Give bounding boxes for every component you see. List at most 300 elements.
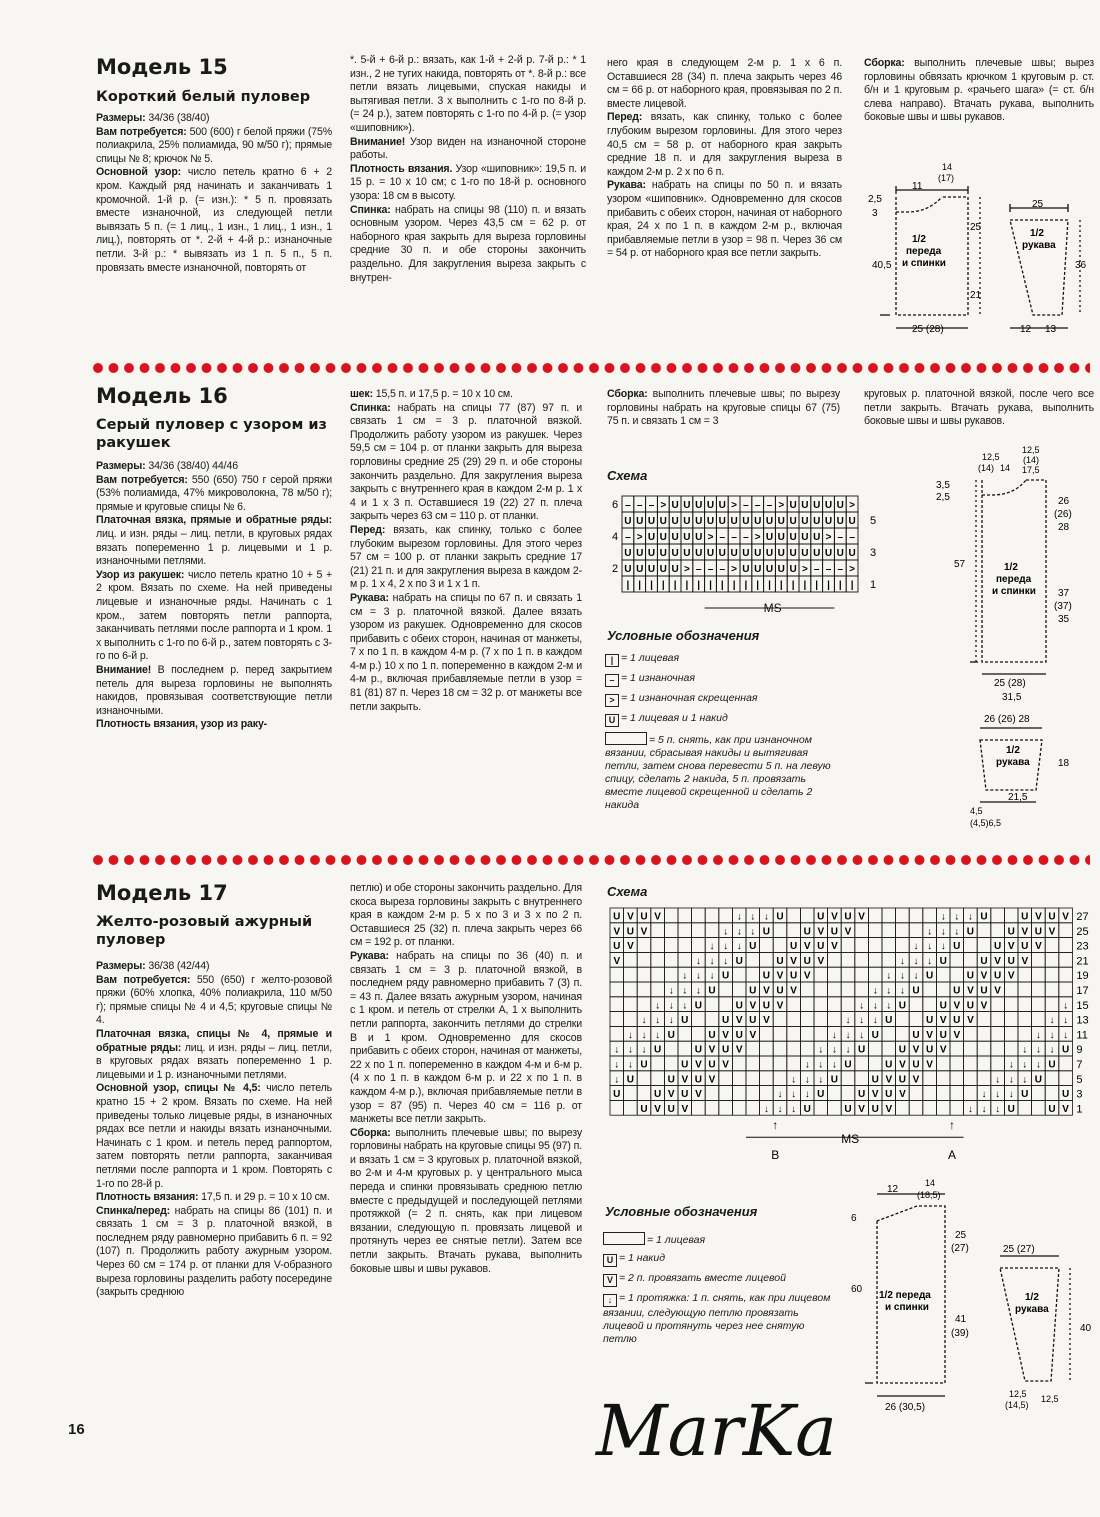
chart-symbol: | xyxy=(827,580,830,591)
chart-symbol: ↓ xyxy=(913,941,919,953)
chart-cell xyxy=(705,1012,719,1027)
chart-cell xyxy=(1018,997,1032,1012)
chart-cell xyxy=(624,1086,638,1101)
chart-symbol: U xyxy=(966,1000,975,1012)
chart-cell xyxy=(1059,967,1073,982)
chart-symbol: U xyxy=(844,1103,852,1115)
chart-symbol: U xyxy=(813,532,821,543)
m17-sl-top: 25 (27) xyxy=(1003,1244,1035,1255)
chart-symbol: U xyxy=(762,970,771,982)
chart-cell xyxy=(651,1056,665,1071)
chart-cell xyxy=(991,997,1005,1012)
chart-cell xyxy=(732,1056,746,1071)
chart-cell xyxy=(936,1086,950,1101)
paragraph-lead: Внимание! xyxy=(350,135,406,148)
chart-cell xyxy=(964,1086,978,1101)
chart-cell xyxy=(637,997,651,1012)
chart-symbol: U xyxy=(640,1103,648,1115)
m16-sl-top: 26 (26) 28 xyxy=(984,714,1030,725)
chart-symbol: U xyxy=(801,548,809,559)
paragraph xyxy=(96,1205,332,1300)
chart-symbol: U xyxy=(789,970,798,982)
paragraph-text: 34/36 (38/40) 44/46 xyxy=(145,460,238,472)
m17-sl-b2: (14,5) xyxy=(1005,1400,1029,1410)
chart-symbol: V xyxy=(831,941,838,953)
paragraph-text: 36/38 (42/44) xyxy=(145,960,210,972)
chart-symbol: | xyxy=(626,580,630,591)
model-17-col-2 xyxy=(350,882,582,1276)
chart-symbol: V xyxy=(776,970,784,982)
chart-cell xyxy=(977,1071,991,1086)
chart-symbol: U xyxy=(980,985,988,997)
paragraph-text: набрать на спицы по 67 п. и связать 1 см = 3 р. платочной вязкой. Далее вязать узором из ракушек. Одновременно для скосов прибавить с обеих сторон, начиная от манжеты, 7 х по 1 п. в каждом 4-м р. (7 х по 1 п. в каждом 4-м р.) 10 х по 1 п. попеременно в каждом 2-м и 4-м р., включая прибавляемые петли в узор = 81 (81) 87 п. Через 18 см = 32 р. от манжеты все петли закрыть. xyxy=(350,591,582,713)
chart-symbol: U xyxy=(1007,955,1015,967)
model-15-col-2 xyxy=(350,54,586,285)
chart-symbol: ↓ xyxy=(668,985,674,997)
chart-symbol: U xyxy=(681,1059,689,1071)
chart-symbol: ↓ xyxy=(655,1015,661,1027)
m16-r37b: (37) xyxy=(1054,601,1072,612)
legend-symbol: ↓ xyxy=(603,1294,617,1307)
paragraph xyxy=(96,460,332,474)
chart-symbol: U xyxy=(912,985,920,997)
chart-symbol: V xyxy=(844,926,852,938)
chart-symbol: ↓ xyxy=(831,1029,837,1041)
chart-symbol: ↓ xyxy=(981,1089,987,1101)
chart-cell xyxy=(719,982,733,997)
chart-cell xyxy=(692,908,706,923)
chart-symbol: | xyxy=(732,580,736,591)
chart-symbol: U xyxy=(966,970,975,982)
chart-symbol: U xyxy=(993,941,1002,953)
chart-cell xyxy=(964,1071,978,1086)
chart-symbol: U xyxy=(708,1029,716,1041)
chart-symbol: U xyxy=(749,985,757,997)
m15-d17: (17) xyxy=(938,173,955,183)
m16-sl-2: рукава xyxy=(996,757,1030,768)
legend-text: = 1 изнаночная xyxy=(621,672,695,684)
legend-text: = 5 п. снять, как при изнаночном вязании, сбрасывая накиды и вытягивая петли, затем снова перевести 5 п. на левую спицу, сделать 2 накида, 5 п. провязать вместе лицевой скрещенной и сделать 2 накида xyxy=(605,734,831,811)
chart-symbol: V xyxy=(885,1074,893,1086)
paragraph-text: Узор виден на изнаночной стороне работы. xyxy=(350,135,586,162)
chart-cell xyxy=(923,908,937,923)
chart-symbol: U xyxy=(1034,1074,1043,1086)
chart-symbol: ↓ xyxy=(614,1059,620,1071)
chart-symbol: U xyxy=(813,548,821,559)
chart-cell xyxy=(624,952,638,967)
m16-bottom1: 25 (28) xyxy=(994,678,1026,689)
chart-symbol: U xyxy=(730,516,738,527)
paragraph-lead: Размеры: xyxy=(96,112,146,124)
model-15-col-1 xyxy=(96,112,332,275)
chart-cell xyxy=(732,1086,746,1101)
chart-symbol: U xyxy=(776,955,784,967)
chart-cell xyxy=(814,997,828,1012)
paragraph-text: петлю) и обе стороны закончить раздельно. Для скоса выреза горловины закрыть с внутреннего края в каждом 2-м р. 5 х по 3 и 3 х по 2 п. Оставшиеся 25 (32) п. плеча закрыть через 66 см = 192 р. от планки. xyxy=(350,882,582,949)
paragraph-text: набрать на спицы по 36 (40) п. и связать 1 см = 3 р. платочной вязкой, в последнем ряду равномерно прибавить 7 (3) п. = 43 п. Далее вязать ажурным узором, начиная с 1 кром. и петель от стрелки А, 1 х выполнить петли раппорта, закончить петлями до стрелки В и 1 кром. Одновременно для скосов прибавить с обеих сторон, начиная от манжеты, 22 х по 1 п. попеременно в каждом 4-м и 6-м р. (4 х по 1 п. в каждом 6-м р. и 22 х по 1 п. в каждом 4-м р.), включая прибавляемые петли в узор = 87 (95) п. Через 40 см = 116 р. от манжеты все петли закрыть. xyxy=(350,949,582,1126)
paragraph-text: 550 (650) г желто-розовой пряжи (60% хлопка, 40% полиакрила, 110 м/50 г); прямые спицы № 4 и 4,5; круговые спицы № 4. xyxy=(96,973,333,1027)
chart-symbol: – xyxy=(837,564,844,575)
chart-symbol: U xyxy=(1007,1103,1015,1115)
chart-cell xyxy=(868,923,882,938)
chart-symbol: U xyxy=(857,1044,866,1056)
paragraph-text: набрать на спицы 77 (87) 97 п. и связать 1 см = 3 р. платочной вязкой. Продолжить работу узором из ракушек. Через 59,5 см = 104 р. от планки закрыть для выреза горловины средние 25 (29) 29 п. и обе стороны закончить раздельно. Для закругления выреза закрыть с внутреннего края в каждом 2-м р. 1 х 4 и 1 х 3 п. Оставшиеся 19 (22) 27 п. плеча закрыть через 63 см = 110 р. от планки. xyxy=(350,401,582,523)
m17-sl-2: рукава xyxy=(1015,1304,1049,1315)
chart-symbol: ↓ xyxy=(723,926,729,938)
chart-symbol: V xyxy=(939,1015,947,1027)
chart-symbol: U xyxy=(659,532,667,543)
chart-cell xyxy=(664,1041,678,1056)
paragraph-text: круговых р. платочной вязкой, после чего все петли закрыть. Втачать рукава, выполнить боковые швы и швы рукавов. xyxy=(864,388,1094,428)
chart-cell xyxy=(624,1012,638,1027)
chart-symbol: U xyxy=(636,516,644,527)
chart-symbol: U xyxy=(789,516,797,527)
model-17-heading: Модель 17 xyxy=(96,881,228,905)
chart-symbol: U xyxy=(721,1044,730,1056)
chart-cell xyxy=(1059,938,1073,953)
chart-symbol: ↓ xyxy=(831,1044,837,1056)
chart-cell xyxy=(624,997,638,1012)
m16-d25: 2,5 xyxy=(936,492,950,503)
chart-symbol: U xyxy=(776,985,784,997)
paragraph-lead: Плотность вязания. xyxy=(350,162,453,175)
chart-symbol: U xyxy=(718,548,726,559)
chart-symbol: U xyxy=(1061,1089,1070,1101)
model-16-legend-title: Условные обозначения xyxy=(607,628,760,643)
paragraph-text: В последнем р. перед закрытием петель для выреза горловины не выполнять накидов, провязывая соответствующие петли изнаночными. xyxy=(96,663,332,717)
chart-symbol: | xyxy=(838,580,842,591)
chart-symbol: ↓ xyxy=(859,1000,865,1012)
chart-symbol: U xyxy=(803,1103,811,1115)
chart-symbol: ↓ xyxy=(899,970,905,982)
chart-cell xyxy=(746,967,760,982)
chart-symbol: U xyxy=(966,926,975,938)
model-16-col-4 xyxy=(864,388,1094,429)
m15-d14: 14 xyxy=(942,162,953,172)
chart-cell xyxy=(923,997,937,1012)
chart-symbol: ↓ xyxy=(736,941,742,953)
chart-symbol: U xyxy=(885,1089,893,1101)
chart-symbol: ↓ xyxy=(927,941,933,953)
chart-cell xyxy=(760,1056,774,1071)
paragraph-lead: Внимание! xyxy=(96,663,152,676)
paragraph-text: 17,5 п. и 29 р. = 10 х 10 см. xyxy=(198,1191,330,1204)
chart-symbol: ↓ xyxy=(1008,1059,1014,1071)
paragraph-text: вязать, как спинку, только с более глубоким вырезом горловины. Для этого через 57 см = 100 р. от планки закрыть средние 17 (21) 21 п. и для закругления выреза в каждом 2-м р. 1 х 4, 2 х по 3 и 1 х 1 п. xyxy=(350,523,582,591)
chart-cell xyxy=(637,952,651,967)
chart-symbol: ↓ xyxy=(886,970,892,982)
chart-cell xyxy=(1004,908,1018,923)
chart-symbol: U xyxy=(695,516,703,527)
chart-symbol: U xyxy=(671,564,679,575)
m16-top-f: 17,5 xyxy=(1022,465,1040,475)
chart-cell xyxy=(977,1012,991,1027)
chart-cell xyxy=(841,1086,855,1101)
chart-symbol: ↓ xyxy=(886,1000,892,1012)
legend-text: = 1 лицевая xyxy=(621,652,680,664)
chart-cell xyxy=(746,952,760,967)
chart-cell xyxy=(624,982,638,997)
paragraph-text: число петель кратно 15 + 2 кром. Вязать по схеме. На ней приведены только лицевые ряды, в изнаночных рядах все петли и накиды вязать изнаночными. Начинать с 1 кром. и петель перед раппортом, затем повторять петли раппорта, заканчивая петлями после раппорта и 1 кром. Повторять с 1-го по 28-й р. xyxy=(96,1082,332,1190)
chart-cell xyxy=(1045,967,1059,982)
paragraph xyxy=(96,166,332,275)
chart-cell xyxy=(760,1071,774,1086)
chart-cell xyxy=(950,952,964,967)
chart-cell xyxy=(841,952,855,967)
m16-body-1: 1/2 xyxy=(1004,562,1018,573)
chart-symbol: V xyxy=(722,1059,729,1071)
chart-symbol: U xyxy=(647,532,656,543)
chart-symbol: U xyxy=(953,941,961,953)
chart-arrow-label: B xyxy=(771,1148,780,1163)
chart-cell xyxy=(1059,952,1073,967)
chart-cell xyxy=(1059,923,1073,938)
chart-row-label: 5 xyxy=(870,515,877,527)
chart-cell xyxy=(719,1086,733,1101)
chart-symbol: U xyxy=(659,548,667,559)
chart-symbol: ↓ xyxy=(641,1044,647,1056)
chart-symbol: V xyxy=(858,1103,865,1115)
paragraph-text: 15,5 п. и 17,5 р. = 10 х 10 см. xyxy=(372,388,513,400)
chart-symbol: ↓ xyxy=(859,1029,865,1041)
chart-cell xyxy=(787,1041,801,1056)
paragraph xyxy=(607,179,842,261)
chart-symbol: – xyxy=(849,532,855,543)
chart-symbol: ↓ xyxy=(627,1029,633,1041)
chart-symbol: ↓ xyxy=(682,1000,688,1012)
chart-symbol: U xyxy=(683,500,691,511)
chart-symbol: > xyxy=(731,500,738,511)
paragraph-text: набрать на спицы по 50 п. и вязать узором «шиповник». Одновременно для скосов прибавить с обеих сторон, начиная от наборного края, 24 х по 1 п. в каждом 2-м р., включая прибавляемые петли в узор = 98 п. Через 36 см = 54 р. от наборного края все петли закрыть. xyxy=(607,179,842,260)
chart-symbol: U xyxy=(667,1074,675,1086)
chart-cell xyxy=(678,1041,692,1056)
chart-symbol: U xyxy=(735,1029,743,1041)
paragraph xyxy=(96,126,332,167)
chart-symbol: V xyxy=(749,1029,757,1041)
chart-symbol: V xyxy=(640,926,648,938)
chart-symbol: U xyxy=(836,500,844,511)
chart-symbol: U xyxy=(844,911,852,923)
chart-cell xyxy=(814,1100,828,1115)
chart-cell xyxy=(964,952,978,967)
chart-cell xyxy=(950,1041,964,1056)
chart-symbol: V xyxy=(1021,926,1029,938)
paragraph-text: *. 5-й + 6-й р.: вязать, как 1-й + 2-й р. 7-й р.: * 1 изн., 2 не тугих накида, повторять от *. 8-й р.: все петли вязать лицевыми, спуская накиды и вытягивая петли. 3 х выполнить с 1-го по 8-й р. (= 24 р.), затем повторять с 1-го по 4-й р. (= узор «шиповник»). xyxy=(350,54,586,134)
paragraph xyxy=(864,388,1094,429)
paragraph-text: 500 (600) г белой пряжи (75% полиакрила, 25% полиамида, 90 м/50 г); прямые спицы № 8; крючок № 5. xyxy=(96,125,332,165)
paragraph-text: Узор «шиповник»: 19,5 п. и 15 р. = 10 х 10 см; с 1-го по 18-й р. основного узора: 18 см в высоту. xyxy=(350,162,587,202)
chart-symbol: | xyxy=(779,580,783,591)
paragraph-lead: Плотность вязания: xyxy=(96,1191,199,1204)
chart-symbol: U xyxy=(803,926,811,938)
chart-symbol: V xyxy=(912,1074,920,1086)
chart-cell xyxy=(868,967,882,982)
m17-t12: 12 xyxy=(887,1184,899,1195)
chart-row-label: 6 xyxy=(612,499,619,511)
chart-cell xyxy=(991,1041,1005,1056)
chart-symbol: ↓ xyxy=(927,955,933,967)
chart-cell xyxy=(964,1026,978,1041)
chart-cell xyxy=(841,1071,855,1086)
chart-row-label: 19 xyxy=(1076,970,1089,983)
chart-symbol: ↓ xyxy=(899,955,905,967)
chart-cell xyxy=(923,1086,937,1101)
chart-cell xyxy=(936,1056,950,1071)
chart-symbol: > xyxy=(636,532,643,543)
chart-symbol: ↓ xyxy=(804,1074,810,1086)
paragraph-lead: Вам потребуется: xyxy=(96,125,187,138)
chart-symbol: V xyxy=(722,1029,729,1041)
chart-cell xyxy=(610,1026,624,1041)
chart-cell xyxy=(637,1086,651,1101)
chart-symbol: V xyxy=(735,1015,743,1027)
chart-cell xyxy=(610,967,624,982)
paragraph-lead: Размеры: xyxy=(96,460,146,472)
chart-symbol: U xyxy=(871,1103,879,1115)
chart-symbol: V xyxy=(953,1029,961,1041)
chart-cell xyxy=(705,997,719,1012)
chart-symbol: U xyxy=(695,500,703,511)
paragraph xyxy=(350,204,586,286)
chart-cell xyxy=(664,967,678,982)
legend-text: = 1 протяжка: 1 п. снять, как при лицевом вязании, следующую петлю провязать лицевой и протянуть через нее снятую петлю xyxy=(603,1292,831,1345)
chart-symbol: V xyxy=(681,1103,689,1115)
chart-symbol: V xyxy=(967,1015,974,1027)
chart-symbol: U xyxy=(754,548,762,559)
chart-symbol: U xyxy=(953,1015,961,1027)
legend-item xyxy=(605,672,840,687)
chart-symbol: ↓ xyxy=(777,1089,783,1101)
chart-cell xyxy=(964,1041,978,1056)
chart-symbol: U xyxy=(694,1044,703,1056)
chart-symbol: V xyxy=(654,911,661,923)
chart-symbol: U xyxy=(708,985,716,997)
chart-symbol: > xyxy=(849,564,856,575)
chart-cell xyxy=(787,908,801,923)
m15-d3: 3 xyxy=(872,208,878,219)
chart-symbol: ↓ xyxy=(723,941,729,953)
paragraph xyxy=(350,388,582,402)
m17-r27: (27) xyxy=(951,1243,969,1254)
chart-symbol: ↓ xyxy=(940,941,946,953)
chart-symbol: V xyxy=(899,1059,906,1071)
chart-symbol: U xyxy=(647,516,656,527)
chart-symbol: V xyxy=(831,911,838,923)
chart-cell xyxy=(896,1012,910,1027)
model-17-col-1 xyxy=(96,960,332,1300)
chart-symbol: ↓ xyxy=(695,970,701,982)
chart-cell xyxy=(1018,1100,1032,1115)
m16-r26b: (26) xyxy=(1054,509,1072,520)
chart-cell xyxy=(664,1056,678,1071)
chart-symbol: U xyxy=(754,564,762,575)
chart-cell xyxy=(896,1100,910,1115)
chart-cell xyxy=(1018,982,1032,997)
chart-cell xyxy=(637,1071,651,1086)
chart-cell xyxy=(950,967,964,982)
chart-cell xyxy=(651,1071,665,1086)
chart-symbol: U xyxy=(647,548,656,559)
chart-symbol: V xyxy=(871,1089,879,1101)
chart-symbol: ↓ xyxy=(655,1029,661,1041)
chart-symbol: U xyxy=(1021,941,1029,953)
chart-symbol: | xyxy=(791,580,795,591)
chart-symbol: V xyxy=(1007,970,1015,982)
chart-symbol: V xyxy=(654,1103,661,1115)
m16-r26: 26 xyxy=(1058,496,1070,507)
chart-symbol: ↓ xyxy=(1008,1074,1014,1086)
chart-symbol: ↓ xyxy=(736,911,742,923)
chart-cell xyxy=(800,997,814,1012)
model-16-col-1 xyxy=(96,460,332,732)
chart-cell xyxy=(828,997,842,1012)
paragraph-text: набрать на спицы 98 (110) п. и вязать основным узором. Через 43,5 см = 62 р. от наборного края закрыть для выреза горловины средние 30 п. и обе стороны закончить раздельно. Для закругления выреза закрыть с внутрен- xyxy=(350,203,586,284)
chart-symbol: ↓ xyxy=(845,1044,851,1056)
chart-symbol: U xyxy=(653,1089,662,1101)
chart-cell xyxy=(637,967,651,982)
chart-symbol: – xyxy=(625,500,631,511)
chart-cell xyxy=(1032,997,1046,1012)
chart-symbol: U xyxy=(898,1044,907,1056)
chart-symbol: U xyxy=(735,955,743,967)
chart-row-label: 25 xyxy=(1076,925,1089,938)
paragraph xyxy=(864,57,1094,125)
chart-cell xyxy=(896,938,910,953)
chart-cell xyxy=(760,1086,774,1101)
m15-s13: 13 xyxy=(1045,324,1057,335)
chart-symbol: U xyxy=(624,516,632,527)
chart-cell xyxy=(773,1056,787,1071)
chart-symbol: U xyxy=(898,1000,907,1012)
chart-symbol: V xyxy=(1035,911,1042,923)
chart-cell xyxy=(909,908,923,923)
chart-symbol: U xyxy=(848,548,856,559)
chart-symbol: ↓ xyxy=(845,1015,851,1027)
chart-symbol: V xyxy=(817,926,825,938)
divider-dots-2 xyxy=(92,854,1090,866)
chart-cell xyxy=(855,1056,869,1071)
chart-cell xyxy=(1045,997,1059,1012)
chart-symbol: U xyxy=(653,1044,662,1056)
paragraph xyxy=(350,882,582,950)
chart-row-label: 2 xyxy=(612,563,619,575)
chart-symbol: U xyxy=(939,1029,947,1041)
model-15-diagram xyxy=(850,160,1090,350)
chart-cell xyxy=(1018,1012,1032,1027)
chart-cell xyxy=(936,982,950,997)
chart-symbol: | xyxy=(720,580,724,591)
chart-cell xyxy=(1045,938,1059,953)
chart-cell xyxy=(1032,982,1046,997)
chart-symbol: V xyxy=(803,941,811,953)
m16-top-b: 12,5 xyxy=(1022,445,1040,455)
model-16-scheme-title: Схема xyxy=(607,468,648,483)
chart-symbol: U xyxy=(1061,1044,1070,1056)
chart-cell xyxy=(1045,982,1059,997)
chart-symbol: U xyxy=(683,548,691,559)
chart-symbol: U xyxy=(1048,1059,1056,1071)
chart-symbol: ↓ xyxy=(981,1103,987,1115)
paragraph xyxy=(96,514,332,568)
chart-symbol: ↓ xyxy=(818,1059,824,1071)
chart-cell xyxy=(1032,1086,1046,1101)
chart-symbol: U xyxy=(762,926,771,938)
chart-symbol: U xyxy=(857,1089,866,1101)
m16-d57: 57 xyxy=(954,559,966,570)
paragraph xyxy=(96,474,332,515)
m17-sl-b3: 12,5 xyxy=(1041,1394,1059,1404)
chart-cell xyxy=(896,923,910,938)
